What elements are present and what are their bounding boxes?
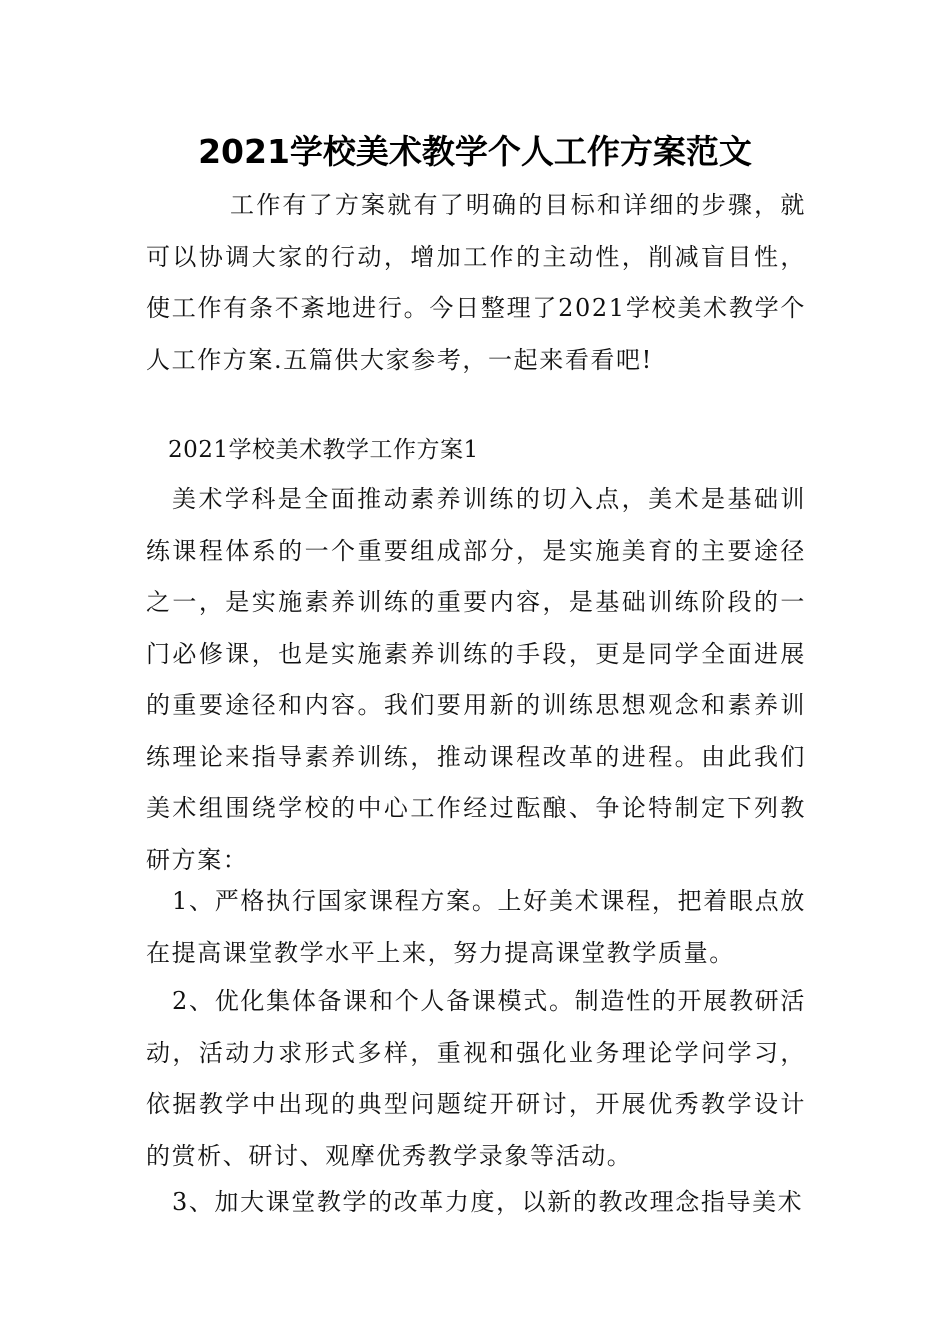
document-title: 2021学校美术教学个人工作方案范文 — [198, 132, 752, 171]
list-item-2: 2、优化集体备课和个人备课模式。制造性的开展教研活动，活动力求形式多样，重视和强化业务理论学问学习，依据教学中出现的典型问题绽开研讨，开展优秀教学设计的赏析、研讨、观摩优秀教学录象等活动。 — [146, 987, 806, 1170]
body-paragraph: 美术学科是全面推动素养训练的切入点，美术是基础训练课程体系的一个重要组成部分，是实施美育的主要途径之一，是实施素养训练的重要内容，是基础训练阶段的一门必修课，也是实施素养训练的手段，更是同学全面进展的重要途径和内容。我们要用新的训练思想观念和素养训练理论来指导素养训练，推动课程改革的进程。由此我们美术组围绕学校的中心工作经过酝酿、争论特制定下列教研方案： — [146, 485, 806, 874]
section-heading: 2021学校美术教学工作方案1 — [168, 437, 479, 463]
list-item-3: 3、加大课堂教学的改革力度，以新的教改理念指导美术 — [172, 1188, 804, 1216]
list-item-1: 1、严格执行国家课程方案。上好美术课程，把着眼点放在提高课堂教学水平上来，努力提高课堂教学质量。 — [146, 887, 806, 967]
intro-paragraph: 工作有了方案就有了明确的目标和详细的步骤，就可以协调大家的行动，增加工作的主动性，削减盲目性，使工作有条不紊地进行。今日整理了2021学校美术教学个人工作方案.五篇供大家参考，一起来看看吧! — [146, 191, 806, 374]
